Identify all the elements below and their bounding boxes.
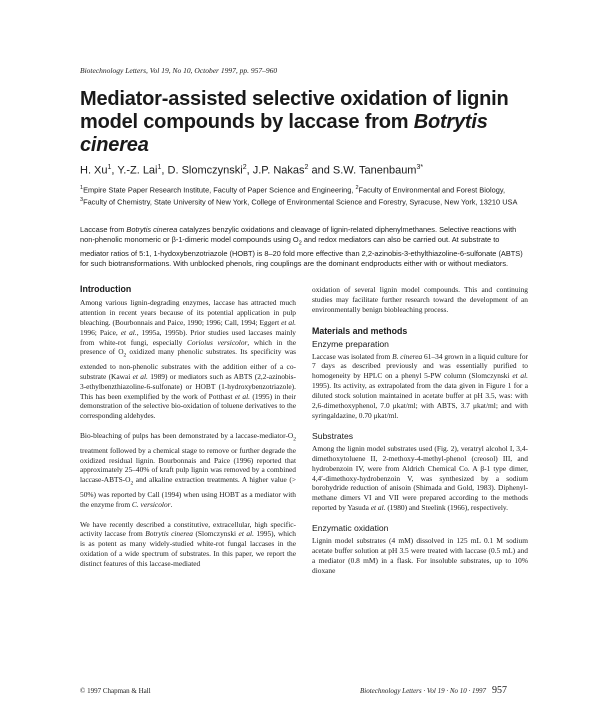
- article-title: [80, 88, 530, 157]
- subsection-heading-enzyme: Enzyme preparation: [312, 338, 389, 349]
- affiliation-mark: 3: [80, 197, 84, 204]
- left-column: [80, 285, 296, 569]
- text: 61–34 grown in a liquid culture for 7 days as described previously and was essentially purified to homogeneity by HPLC on a phenyl 5-PW column (Slomczynski: [312, 351, 528, 381]
- affiliation-mark: 1: [80, 185, 84, 191]
- footer-copyright: © 1997 Chapman & Hall: [80, 687, 151, 695]
- text: and alkaline extraction treatments. A higher value (> 50%) was reported by Call (1994) when using HOBT as a mediator with the enzyme from: [80, 475, 296, 509]
- abstract-subscript: 2: [298, 240, 302, 247]
- italic-text: C. versicolor: [131, 499, 171, 509]
- author-name: S.W. Tanenbaum: [332, 164, 417, 177]
- author-affiliation-mark: 3*: [416, 164, 424, 171]
- text: 1989) or mediators such as ABTS (2,2-azinobis-3-ethylbenzthiazoline-6-sulfonate) or HOBT (1-hydroxybenzotriazole). This has been exemplified by the work of Potthast: [80, 371, 297, 401]
- affiliations: [80, 183, 530, 208]
- subsection-heading-substrates: Substrates: [312, 430, 354, 441]
- author-affiliation-mark: 1: [107, 164, 112, 171]
- journal-header: Biotechnology Letters, Vol 19, No 10, October 1997, pp. 957–960: [80, 66, 278, 75]
- section-heading-methods: Materials and methods: [312, 325, 408, 336]
- abstract: [80, 225, 530, 269]
- text: (Slomczynski: [192, 529, 239, 539]
- author-name: Y.-Z. Lai: [117, 164, 158, 177]
- page-number: 957: [492, 685, 507, 696]
- italic-text: et al.: [132, 371, 148, 381]
- right-column: [312, 285, 528, 576]
- text: Laccase was isolated from: [312, 351, 393, 361]
- text: (1980) and Steelink (1966), respectively.: [385, 503, 508, 513]
- abstract-text: Laccase from: [80, 225, 127, 234]
- title-text: Mediator-assisted selective oxidation of lignin model compounds by laccase from: [80, 88, 509, 133]
- text: Among the lignin model substrates used (Fig. 2), veratryl alcohol I, 3,4-dimethoxytoluene II, 2-methoxy-4-methyl-phenol (creosol) III, and hydrobenzoin IV, were from Aldrich Chemical Co. A β-1 type dimer, 4,4′-dimethoxy-hydrobenzoin V, was synthesized by a sodium borohydride reduction of anisoin (Shimada and Gold, 1983). Diphenyl-methane dimers VI and VII were prepared according to the methods reported by Yasuda: [312, 443, 528, 513]
- text: .: [170, 499, 173, 509]
- author-name: H. Xu: [80, 164, 108, 177]
- italic-text: et al.: [281, 317, 296, 327]
- author-affiliation-mark: 2: [304, 164, 309, 171]
- affiliation-text: Faculty of Environmental and Forest Biology,: [358, 185, 506, 195]
- author-affiliation-mark: 1: [157, 164, 162, 171]
- text: treatment followed by a chemical stage to remove or further degrade the oxidized residual lignin. Bourbonnais and Paice (1996) reported that approximately 25–40% of kraft pulp lignin was removed by a combined laccase-ABTS-O: [80, 445, 296, 485]
- footer-journal: [360, 685, 507, 696]
- italic-text: Botrytis cinerea: [145, 529, 193, 539]
- text: 1995). Its activity, as extrapolated from the data given in Figure 1 for a diluted stock solution maintained in acetate buffer at pH 3.5, was: with 2,6-dimethoxyphenol, 7.0 μkat/ml; with ABTS, 3.7 μkat/ml; and with syringaldazine, 0.70 μkat/ml.: [312, 381, 528, 420]
- author-affiliation-mark: 2: [242, 164, 247, 171]
- author-name: J.P. Nakas: [252, 164, 305, 177]
- italic-text: B. cinerea: [392, 351, 423, 361]
- intro-paragraph-continued: oxidation of several lignin model compounds. This and continuing studies may facilitate further research toward the development of an environmentally benign biobleaching process.: [312, 285, 528, 314]
- subscript: 2: [130, 480, 134, 487]
- section-heading-introduction: Introduction: [80, 284, 132, 294]
- text: , 1995a, 1995b). Prior studies used laccases mainly from white-rot fungi, especially: [80, 327, 296, 347]
- author-separator: and: [308, 164, 333, 177]
- affiliation-mark: 2: [355, 185, 359, 191]
- abstract-text: catalyzes benzylic oxidations and cleavage of lignin-related diphenylmethanes. Selective reactions with non-phenolic monomeric or β-1-dimeric model compounds using O: [80, 225, 517, 245]
- text: (1995) in their demonstration of the selective bio-oxidation of toluene derivatives to the corresponding aldehydes.: [80, 391, 297, 421]
- author-name: D. Slomczynski: [167, 164, 243, 177]
- text: 1996; Paice,: [80, 327, 121, 337]
- methods-paragraph-oxidation: Lignin model substrates (4 mM) dissolved in 125 mL 0.1 M sodium acetate buffer solution at pH 3.5 were treated with laccase (0.5 mL) and a mediator (0.8 mM) in a flask. For insoluble substrates, up to 10% dioxane: [312, 536, 528, 575]
- italic-text: et al.: [370, 503, 386, 513]
- affiliation-text: Faculty of Chemistry, State University of New York, College of Environmental Science and Forestry, Syracuse, New York, 13210 USA: [83, 197, 518, 207]
- abstract-text: and redox mediators can also be carried out. At substrate to mediator ratios of 5:1, 1-hydoxybenzotriazole (HOBT) is 8–20 fold more effective than 2,2-azinobis-3-ethylthiazoline-6-sulfonate (ABTS) for such biotransformations. With unblocked phenols, ring couplings are the dominant endproducts either with or without mediators.: [80, 235, 523, 269]
- author-list: [80, 164, 423, 177]
- text: We have recently described a constitutive, extracellular, high specific-activity laccase from: [80, 519, 296, 539]
- intro-paragraph-1: [80, 298, 296, 421]
- text: Bio-bleaching of pulps has been demonstrated by a laccase-mediator-O: [80, 431, 294, 441]
- text: oxidized many phenolic substrates. Its specificity was extended to non-phenolic substrates with the addition either of a co-substrate (Kawai: [80, 347, 296, 381]
- affiliation-text: Empire State Paper Research Institute, Faculty of Paper Science and Engineering,: [83, 185, 356, 195]
- methods-paragraph-substrates: [312, 444, 528, 513]
- author-separator: ,: [161, 164, 168, 177]
- subscript: 2: [123, 352, 127, 359]
- abstract-italic: Botrytis cinerea: [126, 225, 178, 234]
- footer-journal-text: Biotechnology Letters · Vol 19 · No 10 · 1997: [360, 687, 486, 695]
- intro-paragraph-3: [80, 520, 296, 570]
- author-separator: ,: [111, 164, 118, 177]
- italic-text: et al.: [234, 391, 251, 401]
- italic-text: et al.: [238, 529, 254, 539]
- text: , which in the presence of O: [80, 337, 296, 357]
- italic-text: et al.: [512, 371, 528, 381]
- italic-text: et al.: [120, 327, 137, 337]
- subscript: 2: [293, 436, 296, 443]
- text: 1995), which is as potent as many widely-studied white-rot fungal laccases in the oxidation of a wide spectrum of substrates. In this paper, we report the distinct features of this laccase-mediated: [80, 529, 296, 569]
- subsection-heading-enzymatic-oxidation: Enzymatic oxidation: [312, 523, 389, 534]
- title-species: Botrytis cinerea: [80, 111, 488, 156]
- intro-paragraph-2: [80, 431, 296, 509]
- italic-text: Coriolus versicolor: [186, 337, 248, 347]
- text: Among various lignin-degrading enzymes, laccase has attracted much attention in recent years because of its potential application in pulp bleaching. (Bourbonnais and Paice, 1990; 1996; Call, 1994; Eggert: [80, 297, 296, 327]
- methods-paragraph-enzyme: [312, 352, 528, 421]
- author-separator: ,: [246, 164, 253, 177]
